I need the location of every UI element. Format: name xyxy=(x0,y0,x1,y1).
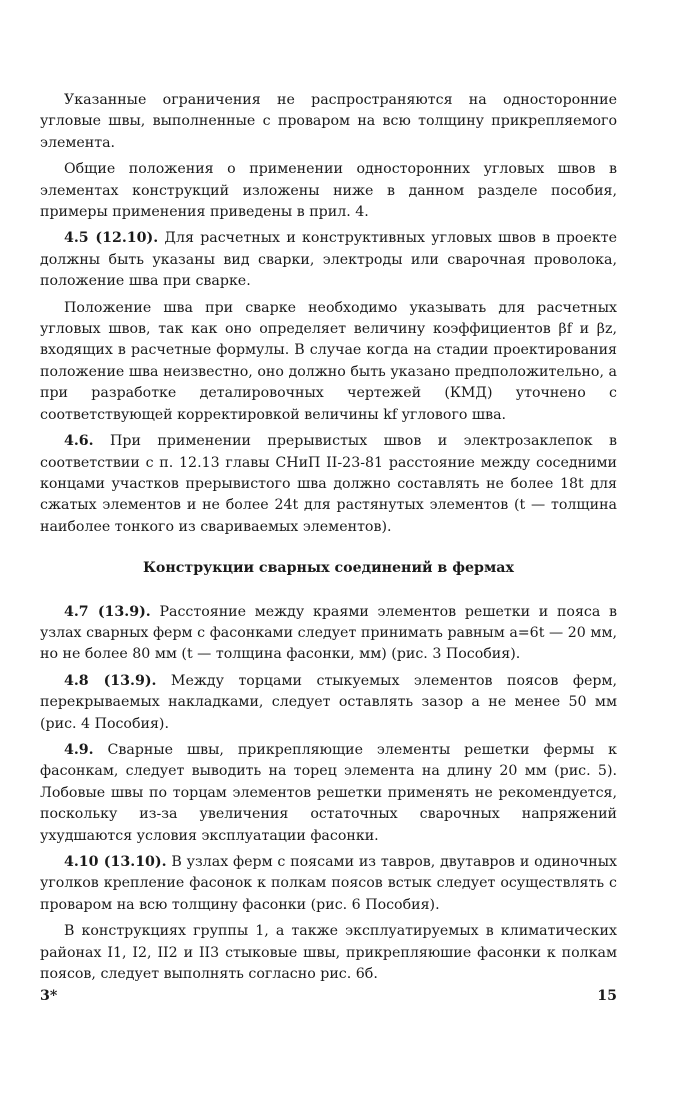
paragraph-4-6: 4.6. При применении прерывистых швов и электрозаклепок в соответствии с п. 12.13 главы СНиП II-23-81 расстояние между соседними концами участков прерывистого шва должно составлять не более 18t для сжатых элементов и не более 24t для растянутых элементов (t — толщина наиболее тонкого из свариваемых элементов). xyxy=(40,433,617,535)
paragraph-4-7: 4.7 (13.9). Расстояние между краями элементов решетки и пояса в узлах сварных ферм с фасонками следует принимать равным a=6t — 20 мм, но не более 80 мм (t — толщина фасонки, мм) (рис. 3 Пособия). xyxy=(40,603,617,663)
paragraph: Указанные ограничения не распространяются на односторонние угловые швы, выполненные с проваром на всю толщину прикрепляемого элемента. xyxy=(40,92,617,151)
page-number: 15 xyxy=(597,988,617,1004)
paragraph: Положение шва при сварке необходимо указывать для расчетных угловых швов, так как оно определяет величину коэффициентов βf и βz, входящих в расчетные формулы. В случае когда на стадии проектирования положение шва неизвестно, оно должно быть указано предположительно, а при разработке деталировочных чертежей (КМД) уточнено с соответствующей корректировкой величины kf углового шва. xyxy=(40,299,617,423)
paragraph-4-5: 4.5 (12.10). Для расчетных и конструктивных угловых швов в проекте должны быть указаны вид сварки, электроды или сварочная проволока, положение шва при сварке. xyxy=(40,230,617,290)
section-heading: Конструкции сварных соединений в фермах xyxy=(143,560,514,577)
paragraph-4-9: 4.9. Сварные швы, прикрепляющие элементы решетки фермы к фасонкам, следует выводить на торец элемента на длину 20 мм (рис. 5). Лобовые швы по торцам элементов решетки применять не рекомендуется, поскольку из-за увеличения остаточных сварочных напряжений ухудшаются условия эксплуатации фасонки. xyxy=(40,741,617,844)
signature-mark: 3* xyxy=(40,988,58,1004)
paragraph-4-10: 4.10 (13.10). В узлах ферм с поясами из тавров, двутавров и одиночных уголков крепление фасонок к полкам поясов встык следует осуществлять с проваром на всю толщину фасонки (рис. 6 Пособия). xyxy=(40,854,617,913)
body-text xyxy=(40,90,617,990)
paragraph: Общие положения о применении односторонних угловых швов в элементах конструкций изложены ниже в данном разделе пособия, примеры применения приведены в прил. 4. xyxy=(40,161,617,221)
paragraph-4-8: 4.8 (13.9). Между торцами стыкуемых элементов поясов ферм, перекрываемых накладками, следует оставлять зазор a не менее 50 мм (рис. 4 Пособия). xyxy=(40,672,617,732)
paragraph: В конструкциях группы 1, а также эксплуатируемых в климатических районах I1, I2, II2 и II3 стыковые швы, прикрепляюшие фасонки к полкам поясов, следует выполнять согласно рис. 6б. xyxy=(40,923,617,983)
